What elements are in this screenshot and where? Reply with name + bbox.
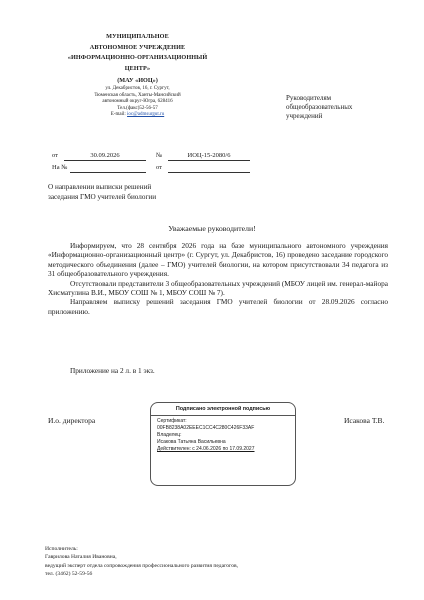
- certificate-label: Сертификат:: [157, 418, 187, 424]
- validity-period: Действителен: с 24.06.2026 по 17.09.2027: [157, 446, 255, 453]
- subject-line: заседания ГМО учителей биологии: [48, 192, 157, 201]
- org-name-line: МУНИЦИПАЛЬНОЕ: [106, 33, 169, 40]
- letter-number: ИОЦ-15-2080/6: [168, 152, 250, 161]
- executor-position: ведущий эксперт отдела сопровождения профессионального развития педагогов,: [45, 562, 239, 569]
- e-signature-stamp: [150, 402, 296, 486]
- executor-label: Исполнитель:: [45, 546, 78, 552]
- subject-line: О направлении выписки решений: [48, 183, 152, 191]
- reply-date: [168, 164, 250, 173]
- reply-number: [70, 164, 146, 173]
- email-link[interactable]: ioc@admsurgut.ru: [127, 112, 165, 118]
- body-paragraph: Информируем, что 28 сентября 2026 года на базе муниципального автономного учреждения «Информационно-организационный центр» (г. Сургут, ул. Декабристов, 16) проведено заседание городского методического объединения (далее – ГМО) учителей биологии, на котором присутствовали 34 педагога из 31 общеобразовательного учреждения.: [48, 241, 388, 279]
- letter-date: 30.09.2026: [64, 152, 146, 161]
- signer-name: Исакова Т.В.: [344, 416, 385, 425]
- letter-body: [48, 241, 388, 316]
- recipient-line: общеобразовательных: [286, 103, 353, 111]
- registration-block: [0, 0, 424, 200]
- number-label: №: [156, 152, 163, 159]
- executor-phone: тел. (3462) 52-59-56: [45, 571, 93, 578]
- executor-block: [45, 545, 238, 579]
- org-name-line: ЦЕНТР»: [124, 64, 151, 72]
- signer-position: И.о. директора: [48, 416, 96, 425]
- org-address-line: автономный округ-Югра, 628416: [102, 99, 173, 105]
- stamp-title: Подписано электронной подписью: [175, 406, 271, 412]
- org-address-line: Тел.(факс)52-56-57: [117, 105, 158, 111]
- org-address-line: ул. Декабристов, 16, г. Сургут,: [105, 86, 170, 91]
- body-paragraph: Направляем выписку решений заседания ГМО учителей биологии от 28.09.2026 согласно приложению.: [48, 297, 388, 316]
- org-name-line: АВТОНОМНОЕ УЧРЕЖДЕНИЕ: [89, 43, 186, 51]
- org-name-line: «ИНФОРМАЦИОННО-ОРГАНИЗАЦИОННЫЙ: [67, 54, 208, 61]
- reply-label: На №: [52, 164, 68, 171]
- recipient-line: учреждений: [286, 112, 323, 120]
- email-label: E-mail:: [110, 112, 126, 118]
- letter-subject: [48, 183, 248, 202]
- executor-name: Гаврилова Наталия Ивановна,: [45, 554, 117, 561]
- greeting: Уважаемые руководители!: [168, 224, 256, 233]
- org-short-name: (МАУ «ИОЦ»): [117, 77, 158, 84]
- recipient-line: Руководителям: [286, 94, 332, 102]
- body-paragraph: Отсутствовали представители 3 общеобразовательных учреждений (МБОУ лицей им. генерал-майора Хисматулина В.И., МБОУ СОШ № 1, МБОУ СОШ № 7).: [48, 278, 388, 298]
- attachment-note: Приложение на 2 л. в 1 экз.: [70, 366, 155, 375]
- owner-label: Владелец:: [157, 432, 182, 439]
- owner-name: Исакова Татьяна Васильевна: [157, 439, 226, 446]
- org-address-line: Тюменская область, Ханты-Мансийский: [94, 92, 181, 98]
- stamp-details: [157, 418, 255, 453]
- stamp-divider: [151, 415, 295, 416]
- certificate-number: 00FB8238A02EEEC1CC4C280C426F33AF: [157, 425, 255, 432]
- from-label: от: [52, 152, 59, 159]
- reply-from-label: от: [156, 164, 163, 171]
